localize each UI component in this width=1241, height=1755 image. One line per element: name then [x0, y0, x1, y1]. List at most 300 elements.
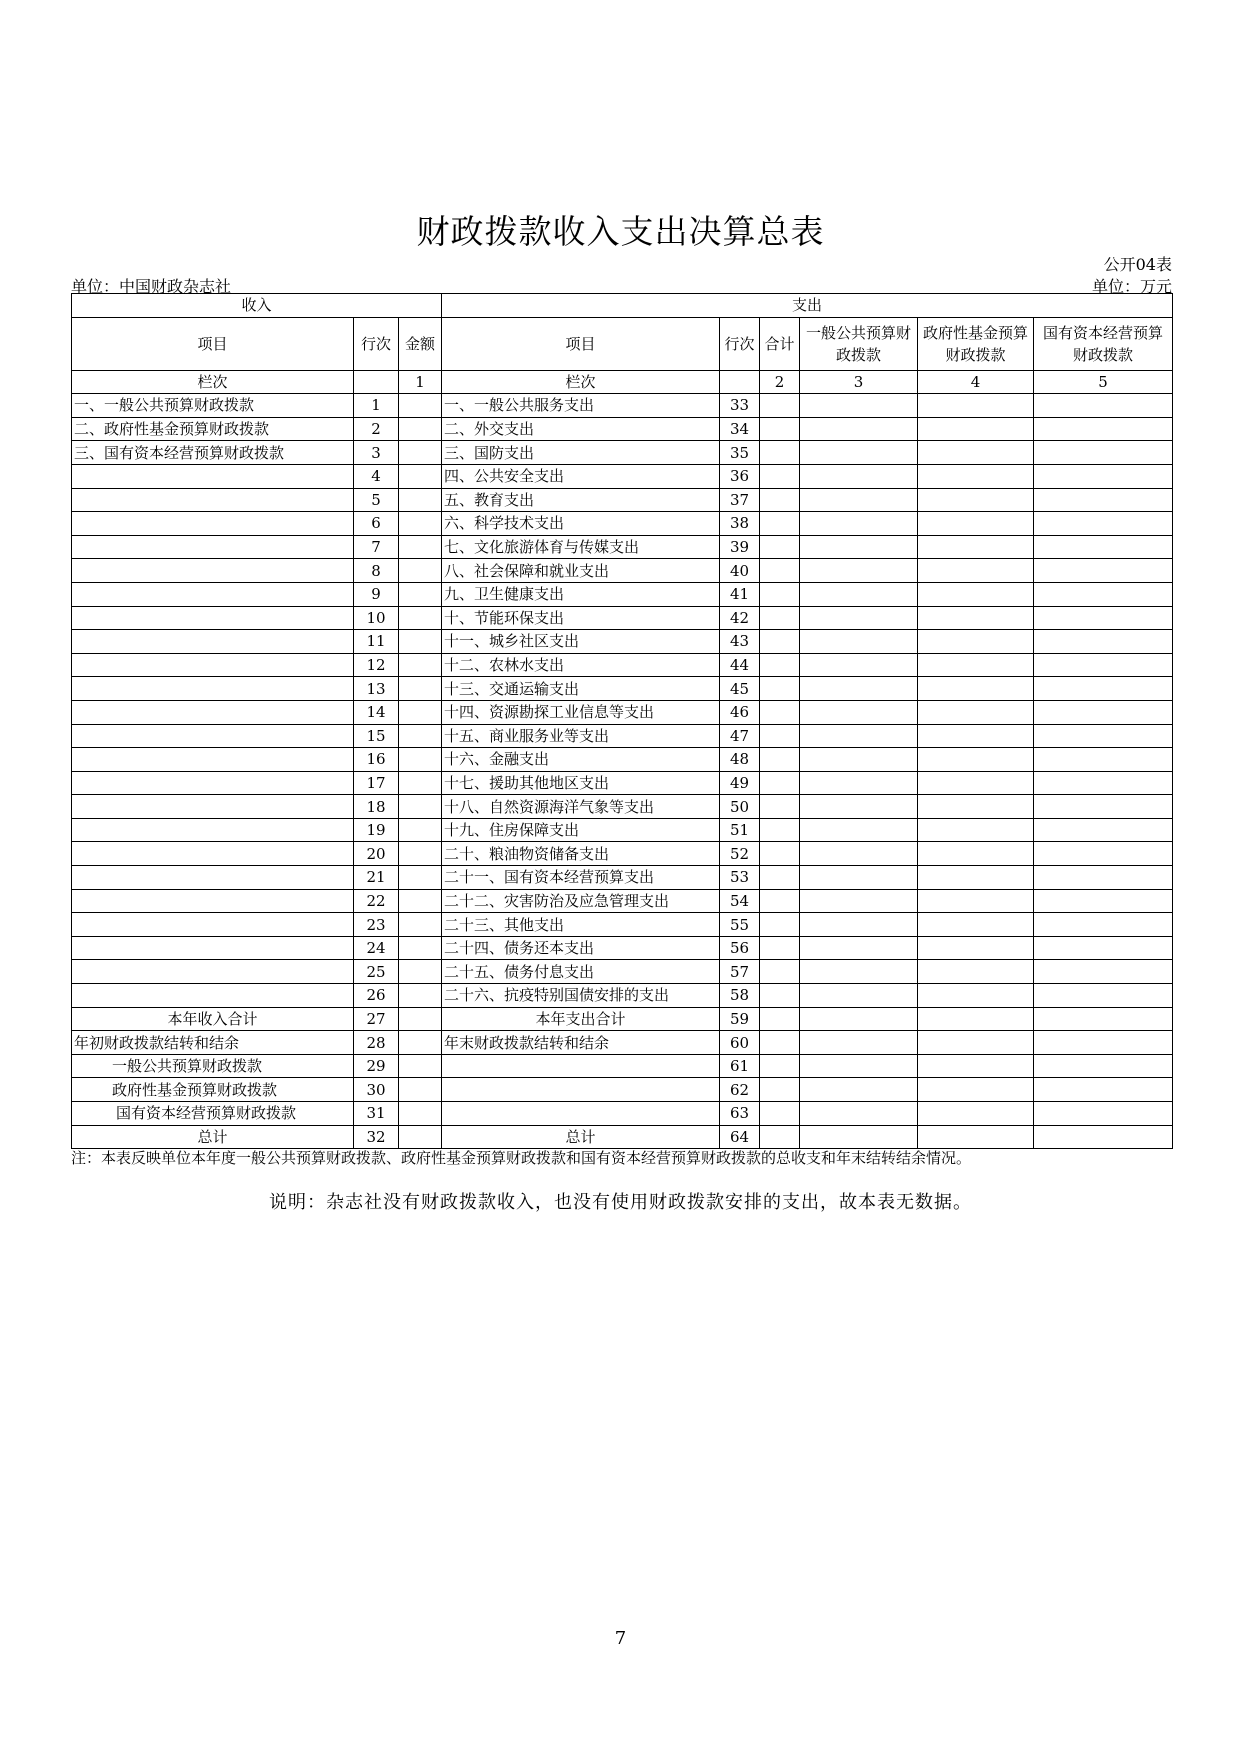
expense-line-no: 35 [720, 441, 760, 465]
table-row [72, 842, 1173, 866]
table-row [72, 512, 1173, 536]
expense-total [760, 606, 800, 630]
expense-line-no: 56 [720, 936, 760, 960]
income-line-no: 19 [354, 818, 399, 842]
page-title: 财政拨款收入支出决算总表 [416, 212, 825, 251]
fund-budget-value [918, 606, 1034, 630]
general-budget-value [800, 748, 918, 772]
expense-item: 二十一、国有资本经营预算支出 [442, 866, 720, 890]
state-capital-value [1034, 630, 1173, 654]
income-item: 二、政府性基金预算财政拨款 [72, 417, 354, 441]
expense-item: 十九、住房保障支出 [442, 818, 720, 842]
line-no: 59 [720, 1007, 760, 1031]
expense-total [760, 913, 800, 937]
cell [918, 1125, 1034, 1149]
income-amount [399, 913, 442, 937]
expense-line-no: 36 [720, 464, 760, 488]
state-capital-value [1034, 818, 1173, 842]
income-item [72, 960, 354, 984]
line-no: 63 [720, 1102, 760, 1126]
income-carry-label: 年初财政拨款结转和结余 [72, 1031, 354, 1055]
income-line-no: 13 [354, 677, 399, 701]
expense-total [760, 417, 800, 441]
table-row [72, 795, 1173, 819]
header-row-top [72, 294, 1173, 318]
cell [1034, 1031, 1173, 1055]
expense-total [760, 677, 800, 701]
expense-item: 五、教育支出 [442, 488, 720, 512]
income-item: 一、一般公共预算财政拨款 [72, 394, 354, 418]
general-budget-value [800, 842, 918, 866]
summary-row-sub1 [72, 1054, 1173, 1078]
income-item [72, 795, 354, 819]
cell [760, 1007, 800, 1031]
table-row [72, 653, 1173, 677]
state-capital-value [1034, 464, 1173, 488]
table-row [72, 771, 1173, 795]
expense-line-no: 41 [720, 582, 760, 606]
expense-total [760, 889, 800, 913]
income-item [72, 700, 354, 724]
table-row [72, 724, 1173, 748]
cell [399, 1125, 442, 1149]
table-row [72, 889, 1173, 913]
cell [760, 1125, 800, 1149]
col-index-5: 5 [1034, 370, 1173, 394]
expense-item: 九、卫生健康支出 [442, 582, 720, 606]
cell [760, 1078, 800, 1102]
expense-line-no: 50 [720, 795, 760, 819]
cell [354, 370, 399, 394]
income-line-no: 24 [354, 936, 399, 960]
expense-item: 十二、农林水支出 [442, 653, 720, 677]
cell [1034, 1102, 1173, 1126]
expense-carry-label: 年末财政拨款结转和结余 [442, 1031, 720, 1055]
col-index-3: 3 [800, 370, 918, 394]
expense-grand-label: 总计 [442, 1125, 720, 1149]
income-amount [399, 748, 442, 772]
expense-line-header: 行次 [720, 317, 760, 370]
income-item [72, 842, 354, 866]
cell [1034, 1078, 1173, 1102]
income-line-no: 14 [354, 700, 399, 724]
expense-item: 八、社会保障和就业支出 [442, 559, 720, 583]
income-item [72, 889, 354, 913]
income-line-no: 10 [354, 606, 399, 630]
expense-line-no: 52 [720, 842, 760, 866]
column-index-row [72, 370, 1173, 394]
col-index-4: 4 [918, 370, 1034, 394]
expense-item: 十五、商业服务业等支出 [442, 724, 720, 748]
income-item [72, 818, 354, 842]
expense-line-no: 39 [720, 535, 760, 559]
state-capital-value [1034, 771, 1173, 795]
general-budget-value [800, 936, 918, 960]
table-row [72, 630, 1173, 654]
expense-item: 二十、粮油物资储备支出 [442, 842, 720, 866]
expense-total [760, 653, 800, 677]
line-no: 30 [354, 1078, 399, 1102]
expense-line-no: 51 [720, 818, 760, 842]
expense-header: 支出 [442, 294, 1173, 318]
income-amount [399, 936, 442, 960]
income-item [72, 512, 354, 536]
expense-total [760, 441, 800, 465]
fund-budget-value [918, 889, 1034, 913]
income-amount [399, 984, 442, 1008]
state-capital-value [1034, 724, 1173, 748]
income-amount [399, 960, 442, 984]
state-capital-value [1034, 488, 1173, 512]
fund-budget-value [918, 630, 1034, 654]
expense-line-no: 40 [720, 559, 760, 583]
cell [918, 1078, 1034, 1102]
expense-line-no: 42 [720, 606, 760, 630]
income-amount [399, 889, 442, 913]
expense-item: 六、科学技术支出 [442, 512, 720, 536]
fund-budget-value [918, 535, 1034, 559]
income-line-no: 7 [354, 535, 399, 559]
state-capital-value [1034, 936, 1173, 960]
table-row [72, 535, 1173, 559]
income-amount [399, 677, 442, 701]
income-total-label: 本年收入合计 [72, 1007, 354, 1031]
income-item [72, 913, 354, 937]
income-amount [399, 653, 442, 677]
table-row [72, 582, 1173, 606]
col-index-2: 2 [760, 370, 800, 394]
general-budget-value [800, 677, 918, 701]
general-budget-value [800, 913, 918, 937]
general-budget-value [800, 960, 918, 984]
expense-total [760, 488, 800, 512]
income-line-no: 16 [354, 748, 399, 772]
page-number: 7 [614, 1628, 627, 1649]
expense-line-no: 38 [720, 512, 760, 536]
expense-total [760, 795, 800, 819]
expense-item: 三、国防支出 [442, 441, 720, 465]
fund-budget-value [918, 866, 1034, 890]
income-item [72, 724, 354, 748]
table-row [72, 417, 1173, 441]
table-row [72, 488, 1173, 512]
general-budget-value [800, 653, 918, 677]
fund-budget-value [918, 677, 1034, 701]
expense-total [760, 936, 800, 960]
fund-budget-value [918, 795, 1034, 819]
income-amount [399, 818, 442, 842]
table-row [72, 394, 1173, 418]
state-capital-value [1034, 512, 1173, 536]
expense-item: 十、节能环保支出 [442, 606, 720, 630]
general-budget-value [800, 512, 918, 536]
income-line-no: 4 [354, 464, 399, 488]
fund-budget-value [918, 394, 1034, 418]
state-capital-value [1034, 677, 1173, 701]
expense-item: 二、外交支出 [442, 417, 720, 441]
income-amount [399, 441, 442, 465]
income-line-no: 2 [354, 417, 399, 441]
cell [442, 1054, 720, 1078]
fund-budget-value [918, 417, 1034, 441]
income-amount [399, 866, 442, 890]
income-amount [399, 842, 442, 866]
budget-table [71, 293, 1173, 1149]
general-budget-value [800, 417, 918, 441]
income-line-no: 22 [354, 889, 399, 913]
expense-total [760, 394, 800, 418]
general-budget-value [800, 630, 918, 654]
unit-label: 单位：万元 [1091, 277, 1172, 296]
income-line-no: 9 [354, 582, 399, 606]
state-capital-header: 国有资本经营预算财政拨款 [1034, 317, 1173, 370]
income-amount [399, 582, 442, 606]
expense-item: 二十五、债务付息支出 [442, 960, 720, 984]
expense-item: 二十四、债务还本支出 [442, 936, 720, 960]
cell [800, 1078, 918, 1102]
general-budget-value [800, 535, 918, 559]
expense-total-label: 本年支出合计 [442, 1007, 720, 1031]
general-budget-header: 一般公共预算财政拨款 [800, 317, 918, 370]
general-budget-value [800, 889, 918, 913]
table-row [72, 960, 1173, 984]
expense-line-no: 37 [720, 488, 760, 512]
expense-line-no: 55 [720, 913, 760, 937]
line-no: 62 [720, 1078, 760, 1102]
expense-item: 二十二、灾害防治及应急管理支出 [442, 889, 720, 913]
income-item [72, 936, 354, 960]
income-line-no: 8 [354, 559, 399, 583]
income-amount [399, 512, 442, 536]
line-no: 64 [720, 1125, 760, 1149]
income-item [72, 748, 354, 772]
form-number: 公开04表 [1103, 255, 1172, 274]
expense-total [760, 630, 800, 654]
table-row [72, 748, 1173, 772]
cell [918, 1007, 1034, 1031]
income-line-no: 23 [354, 913, 399, 937]
expense-item: 十八、自然资源海洋气象等支出 [442, 795, 720, 819]
cell [1034, 1007, 1173, 1031]
cell [399, 1031, 442, 1055]
table-row [72, 936, 1173, 960]
income-amount [399, 700, 442, 724]
expense-item: 十三、交通运输支出 [442, 677, 720, 701]
general-budget-value [800, 559, 918, 583]
table-row [72, 559, 1173, 583]
income-sub2-label: 政府性基金预算财政拨款 [72, 1078, 354, 1102]
general-budget-value [800, 700, 918, 724]
income-item [72, 606, 354, 630]
income-line-no: 21 [354, 866, 399, 890]
expense-line-no: 53 [720, 866, 760, 890]
fund-budget-value [918, 936, 1034, 960]
income-line-no: 6 [354, 512, 399, 536]
income-amount [399, 417, 442, 441]
fund-budget-value [918, 559, 1034, 583]
income-item [72, 464, 354, 488]
state-capital-value [1034, 582, 1173, 606]
expense-item: 十四、资源勘探工业信息等支出 [442, 700, 720, 724]
cell [760, 1054, 800, 1078]
income-line-no: 12 [354, 653, 399, 677]
expense-total [760, 512, 800, 536]
cell [800, 1102, 918, 1126]
fund-budget-value [918, 984, 1034, 1008]
cell [442, 1102, 720, 1126]
state-capital-value [1034, 394, 1173, 418]
expense-item: 十六、金融支出 [442, 748, 720, 772]
expense-line-no: 46 [720, 700, 760, 724]
state-capital-value [1034, 866, 1173, 890]
summary-row-total [72, 1007, 1173, 1031]
income-amount [399, 559, 442, 583]
expense-line-no: 49 [720, 771, 760, 795]
state-capital-value [1034, 889, 1173, 913]
state-capital-value [1034, 441, 1173, 465]
cell [800, 1125, 918, 1149]
table-note: 注：本表反映单位本年度一般公共预算财政拨款、政府性基金预算财政拨款和国有资本经营预算财政拨款的总收支和年末结转结余情况。 [71, 1149, 972, 1167]
income-amount [399, 488, 442, 512]
income-amount [399, 535, 442, 559]
expense-total [760, 960, 800, 984]
expense-total [760, 818, 800, 842]
line-no: 27 [354, 1007, 399, 1031]
income-line-no: 20 [354, 842, 399, 866]
income-line-no: 1 [354, 394, 399, 418]
cell [399, 1078, 442, 1102]
income-item [72, 771, 354, 795]
cell [800, 1054, 918, 1078]
income-line-no: 17 [354, 771, 399, 795]
expense-total [760, 866, 800, 890]
line-no: 61 [720, 1054, 760, 1078]
fund-budget-value [918, 724, 1034, 748]
income-line-no: 11 [354, 630, 399, 654]
expense-line-no: 34 [720, 417, 760, 441]
income-item [72, 559, 354, 583]
summary-row-sub3 [72, 1102, 1173, 1126]
general-budget-value [800, 488, 918, 512]
state-capital-value [1034, 606, 1173, 630]
general-budget-value [800, 866, 918, 890]
expense-total [760, 771, 800, 795]
col-label-income: 栏次 [72, 370, 354, 394]
income-amount [399, 630, 442, 654]
cell [918, 1031, 1034, 1055]
state-capital-value [1034, 559, 1173, 583]
expense-total [760, 748, 800, 772]
fund-budget-value [918, 818, 1034, 842]
state-capital-value [1034, 417, 1173, 441]
cell [1034, 1125, 1173, 1149]
cell [918, 1054, 1034, 1078]
general-budget-value [800, 818, 918, 842]
cell [442, 1078, 720, 1102]
summary-row-carryover [72, 1031, 1173, 1055]
table-row [72, 441, 1173, 465]
table-row [72, 818, 1173, 842]
income-sub3-label: 国有资本经营预算财政拨款 [72, 1102, 354, 1126]
header-row-columns [72, 317, 1173, 370]
income-item [72, 984, 354, 1008]
general-budget-value [800, 441, 918, 465]
state-capital-value [1034, 653, 1173, 677]
expense-line-no: 45 [720, 677, 760, 701]
state-capital-value [1034, 842, 1173, 866]
fund-budget-value [918, 960, 1034, 984]
income-line-no: 15 [354, 724, 399, 748]
state-capital-value [1034, 748, 1173, 772]
fund-budget-value [918, 700, 1034, 724]
fund-budget-value [918, 748, 1034, 772]
cell [800, 1031, 918, 1055]
income-amount [399, 724, 442, 748]
cell [399, 1102, 442, 1126]
general-budget-value [800, 795, 918, 819]
table-row [72, 984, 1173, 1008]
cell [720, 370, 760, 394]
expense-line-no: 47 [720, 724, 760, 748]
fund-budget-value [918, 771, 1034, 795]
income-item-header: 项目 [72, 317, 354, 370]
cell [918, 1102, 1034, 1126]
expense-item: 十七、援助其他地区支出 [442, 771, 720, 795]
expense-line-no: 44 [720, 653, 760, 677]
expense-line-no: 57 [720, 960, 760, 984]
income-item [72, 582, 354, 606]
cell [760, 1102, 800, 1126]
expense-total-header: 合计 [760, 317, 800, 370]
fund-budget-value [918, 582, 1034, 606]
fund-budget-value [918, 441, 1034, 465]
state-capital-value [1034, 960, 1173, 984]
income-amount [399, 795, 442, 819]
general-budget-value [800, 464, 918, 488]
general-budget-value [800, 724, 918, 748]
income-line-no: 25 [354, 960, 399, 984]
expense-total [760, 724, 800, 748]
line-no: 60 [720, 1031, 760, 1055]
general-budget-value [800, 606, 918, 630]
explanation-text: 说明：杂志社没有财政拨款收入，也没有使用财政拨款安排的支出，故本表无数据。 [269, 1192, 972, 1213]
income-amount [399, 606, 442, 630]
income-line-no: 18 [354, 795, 399, 819]
income-amount-header: 金额 [399, 317, 442, 370]
expense-item: 十一、城乡社区支出 [442, 630, 720, 654]
table-row [72, 913, 1173, 937]
state-capital-value [1034, 700, 1173, 724]
line-no: 31 [354, 1102, 399, 1126]
cell [399, 1007, 442, 1031]
expense-item: 二十六、抗疫特别国债安排的支出 [442, 984, 720, 1008]
income-item [72, 866, 354, 890]
expense-total [760, 842, 800, 866]
fund-budget-value [918, 488, 1034, 512]
income-amount [399, 464, 442, 488]
general-budget-value [800, 394, 918, 418]
income-item [72, 653, 354, 677]
expense-total [760, 700, 800, 724]
fund-budget-value [918, 913, 1034, 937]
general-budget-value [800, 771, 918, 795]
col-label-expense: 栏次 [442, 370, 720, 394]
expense-item-header: 项目 [442, 317, 720, 370]
income-line-no: 5 [354, 488, 399, 512]
table-row [72, 606, 1173, 630]
cell [399, 1054, 442, 1078]
cell [1034, 1054, 1173, 1078]
